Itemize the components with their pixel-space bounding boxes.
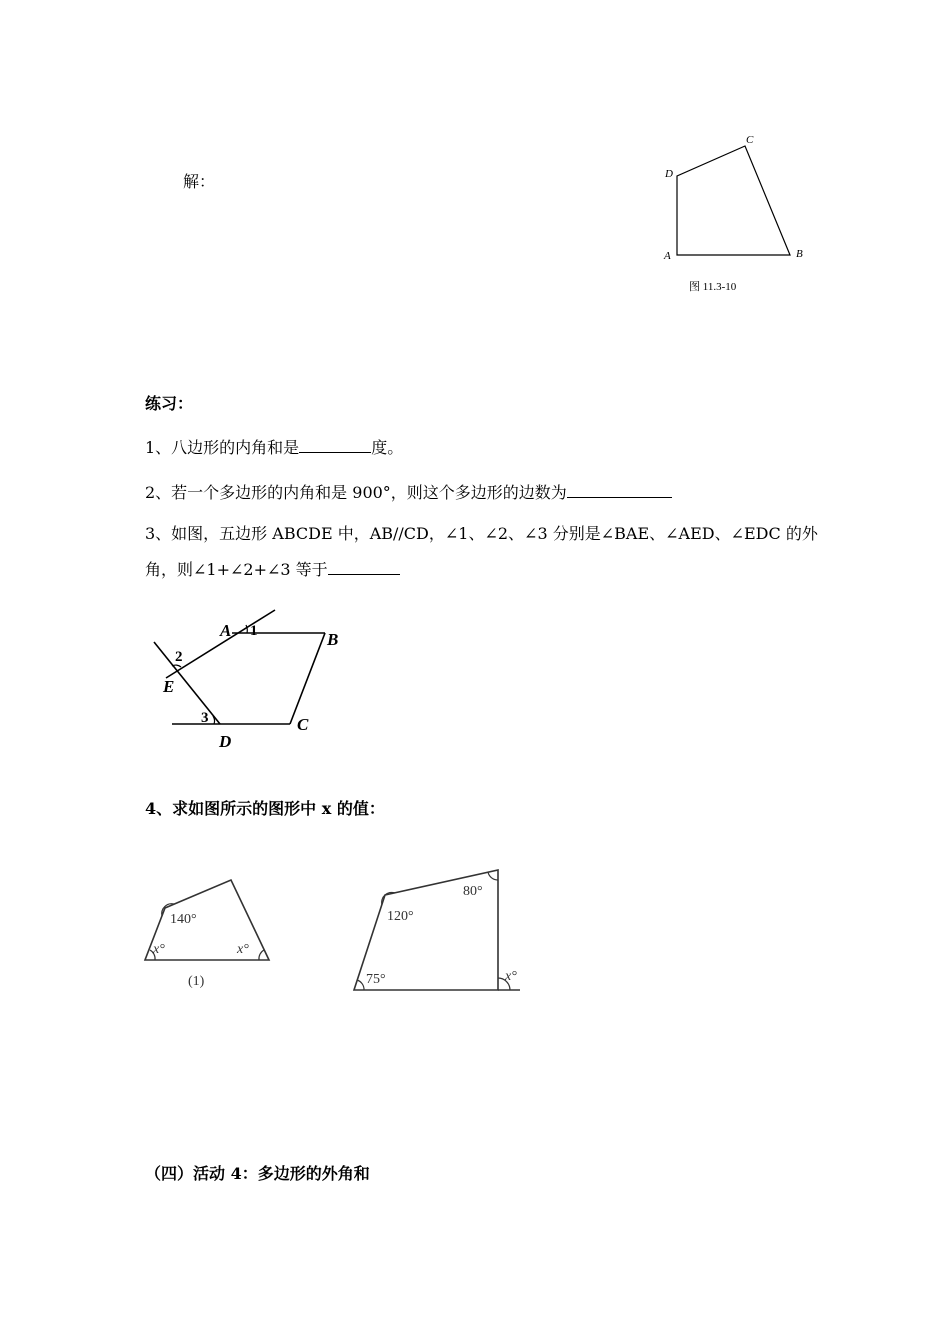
figure-2-angle-a: 120° — [387, 909, 414, 924]
label-D: D — [665, 168, 673, 180]
figure-2-angle-b-arc — [488, 872, 498, 880]
question-1-text: 1、八边形的内角和是 — [145, 438, 300, 457]
label-E: E — [163, 677, 175, 696]
label-C: C — [746, 134, 754, 146]
question-4: 4、求如图所示的图形中 x 的值： — [145, 799, 385, 818]
solution-label: 解： — [183, 172, 216, 191]
question-2-text: 2、若一个多边形的内角和是 900°，则这个多边形的边数为 — [145, 483, 567, 502]
label-1: 1 — [250, 623, 258, 639]
label-A: A — [220, 621, 232, 640]
label-3: 3 — [201, 710, 209, 726]
figure-caption: 图 11.3-10 — [689, 281, 737, 293]
label-D: D — [219, 732, 232, 751]
question-1-suffix: 度。 — [371, 438, 404, 457]
practice-heading: 练习： — [145, 394, 194, 413]
figure-2-angle-b: 80° — [463, 884, 483, 899]
figure-2-angle-ext: x° — [505, 969, 517, 984]
section-4-title: （四）活动 4：多边形的外角和 — [145, 1164, 370, 1183]
figure-1-caption: (1) — [188, 974, 205, 989]
figure-1-angle-left: x° — [153, 942, 165, 957]
question-3-text: 角，则∠1+∠2+∠3 等于 — [145, 560, 328, 579]
label-B: B — [796, 248, 803, 260]
figure-1-angle-right: x° — [237, 942, 249, 957]
figure-2-angle-c: 75° — [366, 972, 386, 987]
label-A: A — [664, 250, 671, 262]
label-C: C — [297, 715, 309, 734]
label-B: B — [327, 630, 339, 649]
label-2: 2 — [175, 649, 183, 665]
figure-1-angle-top: 140° — [170, 912, 197, 927]
question-3-line1: 3、如图，五边形 ABCDE 中，AB//CD，∠1、∠2、∠3 分别是∠BAE、∠AED、∠EDC 的外 — [145, 524, 818, 543]
figure-2-angle-c-arc — [357, 980, 364, 990]
